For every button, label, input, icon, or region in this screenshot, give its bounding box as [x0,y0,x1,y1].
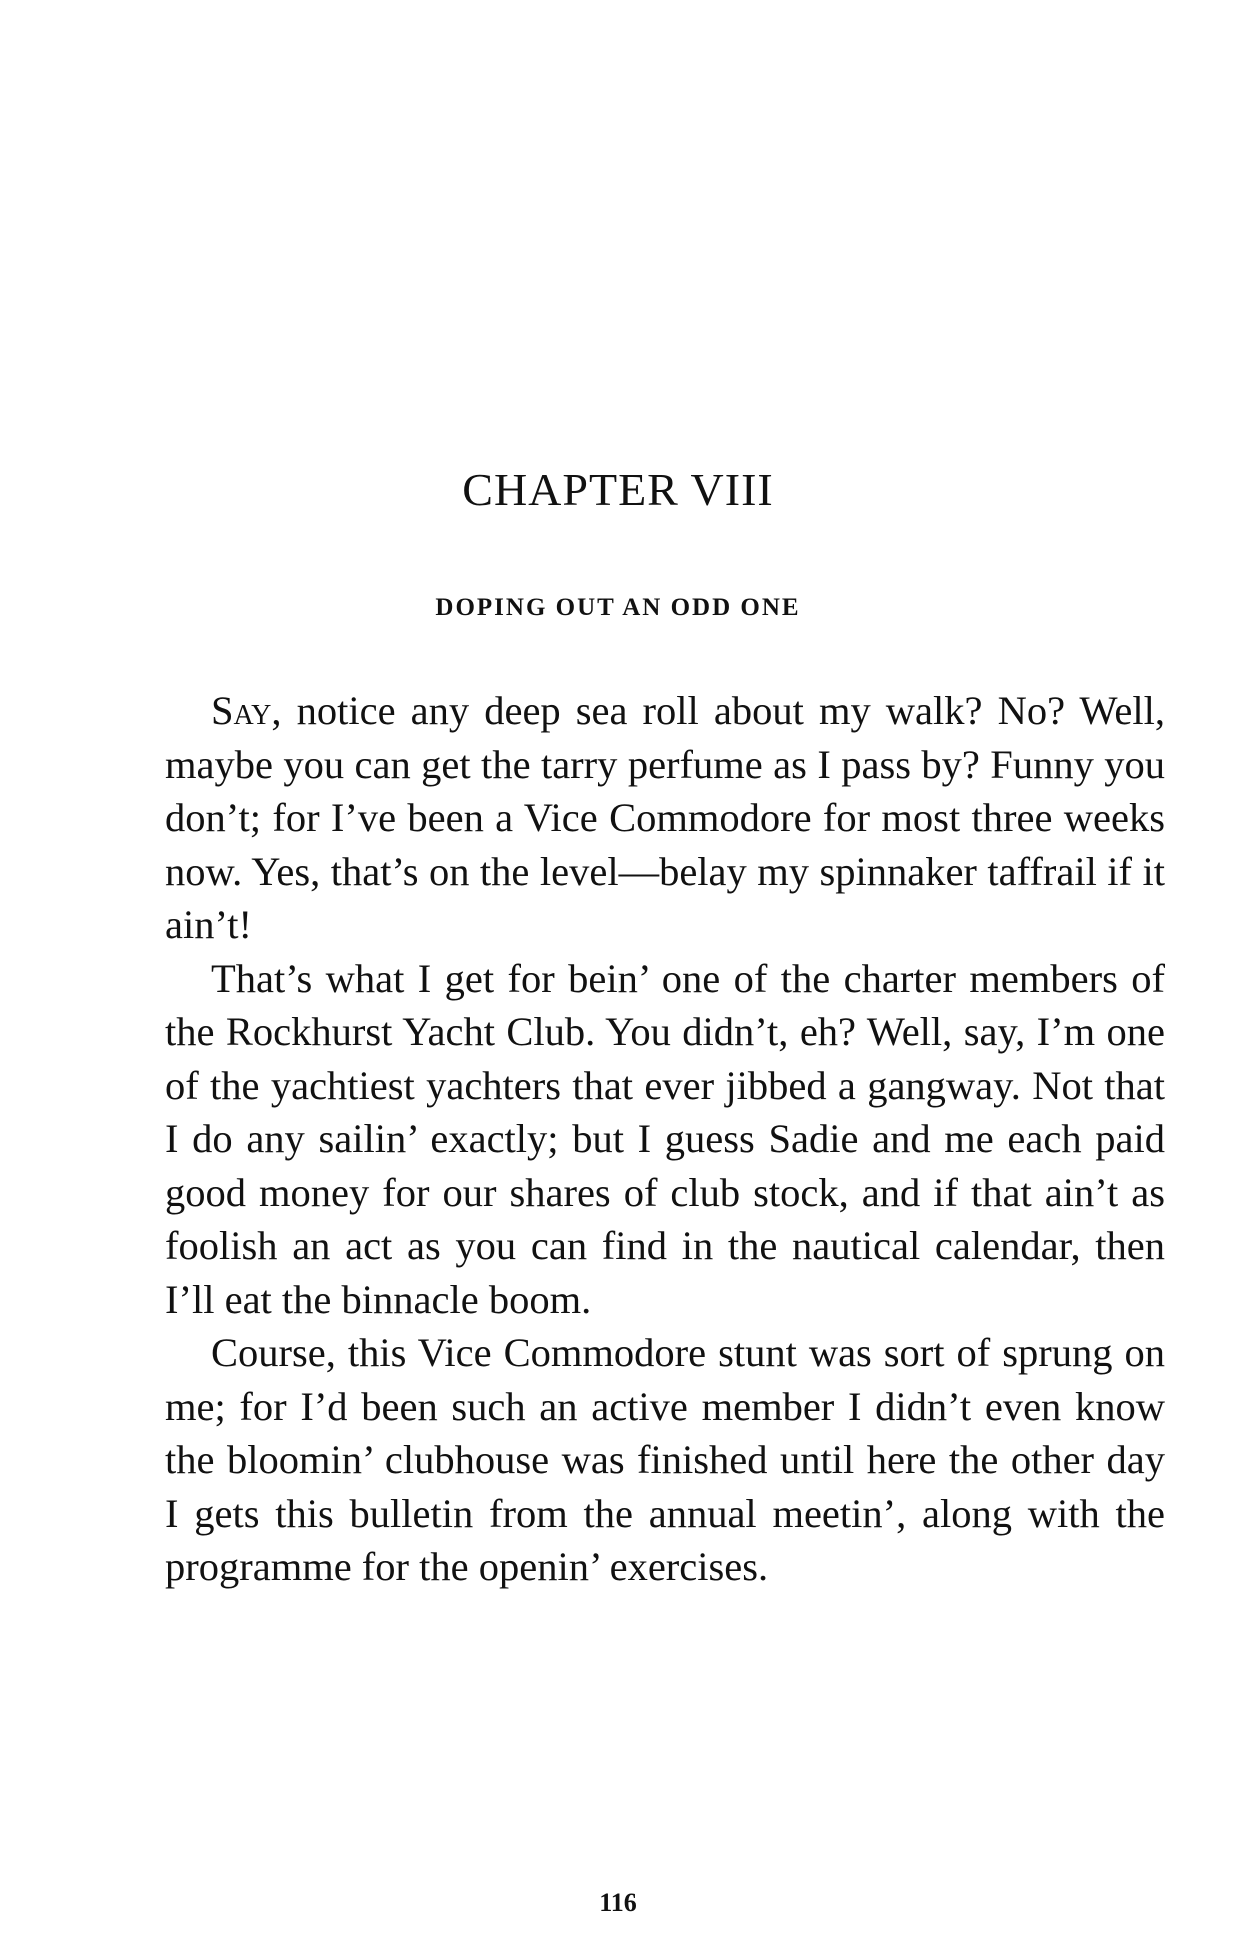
chapter-body [165,684,1165,1594]
paragraph-text: Course, this Vice Commodore stunt was sort of sprung on me; for I’d been such an active member I didn’t even know the bloomin’ clubhouse was finished until here the other day I gets this bulletin from the annual meetin’, along with the programme for the openin’ exercises. [165,1330,1165,1589]
paragraph-1 [165,684,1165,952]
page-number: 116 [599,1888,637,1917]
paragraph-2 [165,952,1165,1327]
paragraph-lead-word: Say [211,688,272,733]
chapter-title: CHAPTER VIII [462,464,774,515]
paragraph-text: That’s what I get for bein’ one of the charter members of the Rockhurst Yacht Club. You didn’t, eh? Well, say, I’m one of the yachtiest yachters that ever jibbed a gangway. Not that I do any sailin’ exactly; but I guess Sadie and me each paid good money for our shares of club stock, and if that ain’t as foolish an act as you can find in the nautical calendar, then I’ll eat the binnacle boom. [165,955,1165,1322]
chapter-subtitle: DOPING OUT AN ODD ONE [435,594,801,621]
paragraph-text: , notice any deep sea roll about my walk? No? Well, maybe you can get the tarry perfume as I pass by? Funny you don’t; for I’ve been a Vice Commodore for most three weeks now. Yes, that’s on the level—belay my spinnaker taffrail if it ain’t! [165,688,1165,947]
paragraph-3 [165,1326,1165,1594]
